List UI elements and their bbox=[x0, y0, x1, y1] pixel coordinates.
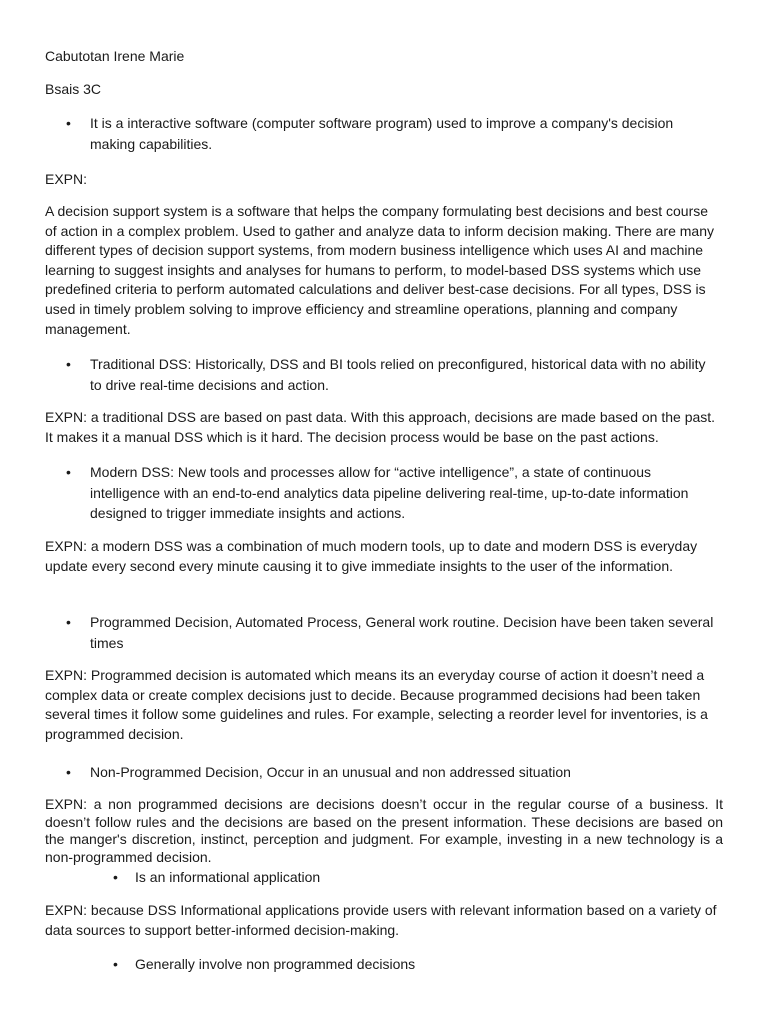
bullet-text: Non-Programmed Decision, Occur in an unusual and non addressed situation bbox=[90, 764, 571, 780]
bullet-icon: • bbox=[66, 614, 71, 630]
bullet-text: Modern DSS: New tools and processes allow for “active intelligence”, a state of continuous intelligence with an end-to-end analytics data pipeline delivering real-time, up-to-date information designed to trigger immediate insights and actions. bbox=[90, 464, 689, 521]
list-item bbox=[66, 612, 716, 653]
list-item bbox=[113, 867, 713, 887]
paragraph-modern: EXPN: a modern DSS was a combination of much modern tools, up to date and modern DSS is everyday update every second every minute causing it to give immediate insights to the user of the information. bbox=[45, 538, 698, 574]
bullet-text: Traditional DSS: Historically, DSS and BI tools relied on preconfigured, historical data with no ability to drive real-time decisions and action. bbox=[90, 356, 706, 393]
paragraph-informational: EXPN: because DSS Informational applications provide users with relevant information based on a variety of data sources to support better-informed decision-making. bbox=[45, 902, 717, 938]
paragraph-nonprogrammed: EXPN: a non programmed decisions are decisions doesn’t occur in the regular course of a business. It doesn’t follow rules and the decisions are based on the present information. These decisions are based on the manger's discretion, instinct, perception and judgment. For example, investing in a new technology is a non-programmed decision. bbox=[45, 796, 723, 865]
bullet-icon: • bbox=[66, 356, 71, 372]
bullet-icon: • bbox=[66, 464, 71, 480]
bullet-icon: • bbox=[113, 956, 118, 972]
bullet-text: Is an informational application bbox=[135, 869, 321, 885]
list-item bbox=[66, 354, 716, 395]
list-item bbox=[66, 113, 716, 154]
bullet-text: It is a interactive software (computer software program) used to improve a company's decision making capabilities. bbox=[90, 115, 674, 152]
bullet-icon: • bbox=[66, 764, 71, 780]
list-item bbox=[66, 762, 716, 783]
bullet-text: Generally involve non programmed decisions bbox=[135, 956, 416, 972]
bullet-text: Programmed Decision, Automated Process, General work routine. Decision have been taken several times bbox=[90, 614, 714, 651]
expn-label: EXPN: bbox=[45, 171, 88, 187]
paragraph-programmed: EXPN: Programmed decision is automated which means its an everyday course of action it doesn’t need a complex data or create complex decisions just to decide. Because programmed decisions had been taken several times it follow some guidelines and rules. For example, selecting a reorder level for inventories, is a programmed decision. bbox=[45, 667, 708, 742]
class-section: Bsais 3C bbox=[45, 81, 102, 97]
bullet-icon: • bbox=[113, 869, 118, 885]
list-item bbox=[66, 462, 716, 524]
author-name: Cabutotan Irene Marie bbox=[45, 48, 185, 64]
bullet-icon: • bbox=[66, 115, 71, 131]
list-item bbox=[113, 954, 713, 974]
paragraph-traditional: EXPN: a traditional DSS are based on past data. With this approach, decisions are made based on the past. It makes it a manual DSS which is it hard. The decision process would be base on the past actions. bbox=[45, 409, 716, 445]
paragraph-intro: A decision support system is a software that helps the company formulating best decisions and best course of action in a complex problem. Used to gather and analyze data to inform decision making. There are many different types of decision support systems, from modern business intelligence which uses AI and machine learning to suggest insights and analyses for humans to perform, to model-based DSS systems which use predefined criteria to perform automated calculations and deliver best-case decisions. For all types, DSS is used in timely problem solving to improve efficiency and streamline operations, planning and company management. bbox=[45, 203, 714, 337]
